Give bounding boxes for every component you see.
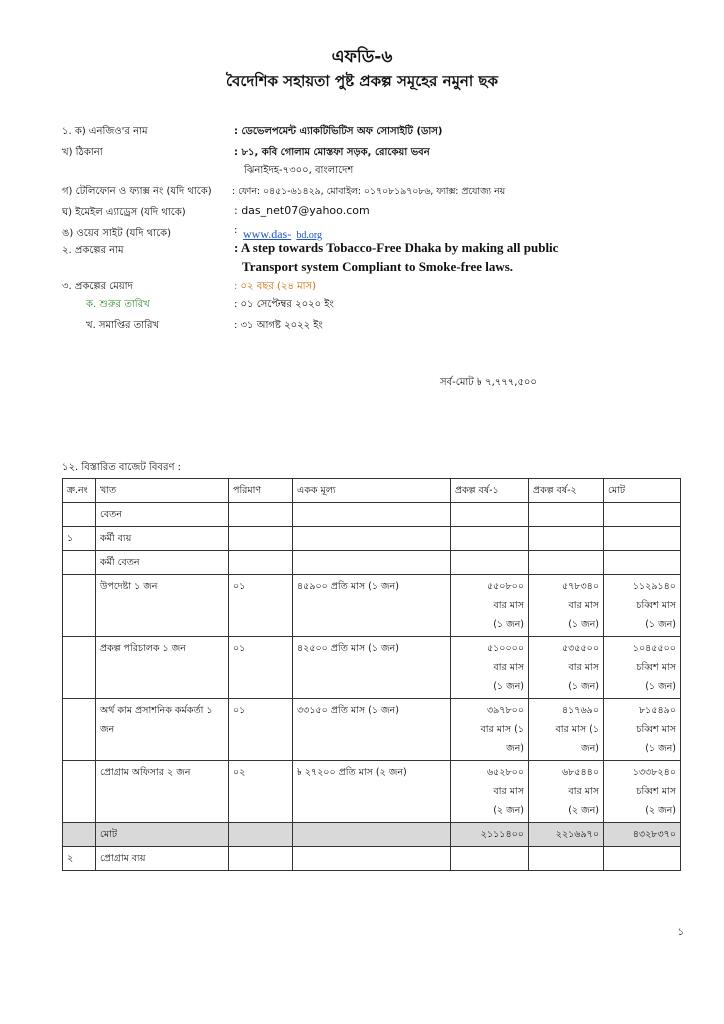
row-year1: ৩৯৭৮০০ বার মাস (১ জন)	[451, 699, 529, 761]
project-name-line1: : A step towards Tobacco-Free Dhaka by making all public	[234, 240, 559, 255]
address-line2: ঝিনাইদহ-৭৩০০, বাংলাদেশ	[244, 165, 354, 176]
subtotal-row	[63, 823, 681, 847]
col-header-quantity: পরিমাণ	[229, 479, 293, 503]
subtotal-total: ৪৩২৮৩৭০	[604, 823, 681, 847]
row-quantity: ০২	[229, 761, 293, 823]
phone-value: : ফোন: ০৪৫১-৬১৪২৯, মোবাইল: ০১৭০৮১৯৭০৮৬, ফ্যাক্স: প্রযোজ্য নয়	[232, 186, 506, 197]
row-quantity: ০১	[229, 699, 293, 761]
website-link-text2: bd.org	[296, 230, 322, 241]
row-item: প্রকল্প পরিচালক ১ জন	[96, 637, 229, 699]
row-total: ১০৪৫৫০০ চব্বিশ মাস (১ জন)	[604, 637, 681, 699]
subtotal-year1: ২১১১৪০০	[451, 823, 529, 847]
row-quantity: ০১	[229, 637, 293, 699]
row-item: অর্থ কাম প্রসাশনিক কর্মকর্তা ১ জন	[96, 699, 229, 761]
col-header-unit-price: একক মূল্য	[293, 479, 451, 503]
row-head: প্রোগ্রাম ব্যয়	[96, 847, 229, 871]
document-subtitle: বৈদেশিক সহায়তা পুষ্ট প্রকল্প সমূহের নমুনা ছক	[225, 72, 499, 90]
row-unit-price: ৪২৫০০ প্রতি মাস (১ জন)	[293, 637, 451, 699]
subtotal-year2: ২২১৬৯৭০	[529, 823, 604, 847]
table-row	[63, 637, 681, 699]
table-row	[63, 761, 681, 823]
section-salary: বেতন	[96, 503, 229, 527]
col-header-serial: ক্র.নং	[63, 479, 96, 503]
address-label: খ) ঠিকানা	[62, 147, 103, 158]
row-year2: ৬৮৫৪৪০ বার মাস (২ জন)	[529, 761, 604, 823]
col-header-head: খাত	[96, 479, 229, 503]
row-unit-price: ৪৫৯০০ প্রতি মাস (১ জন)	[293, 575, 451, 637]
row-unit-price: ৳ ২৭২০০ প্রতি মাস (২ জন)	[293, 761, 451, 823]
row-total: ১১২৯১৪০ চব্বিশ মাস (১ জন)	[604, 575, 681, 637]
row-year2: ৫৩৫৫০০ বার মাস (১ জন)	[529, 637, 604, 699]
project-name-line2: Transport system Compliant to Smoke-free laws.	[242, 259, 514, 274]
form-code-title: এফডি-৬	[331, 47, 393, 67]
email-label: ঘ) ইমেইল এ্যাড্রেস (যদি থাকে)	[62, 207, 186, 218]
duration-value: : ০২ বছর (২৪ মাস)	[234, 281, 317, 292]
table-row	[63, 847, 681, 871]
table-row	[63, 527, 681, 551]
row-item: উপদেষ্টা ১ জন	[96, 575, 229, 637]
ngo-name-label: ১. ক) এনজিও'র নাম	[62, 126, 148, 137]
end-date-value: : ৩১ আগষ্ট ২০২২ ইং	[234, 320, 323, 331]
website-colon: :	[234, 225, 238, 236]
row-total: ১৩৩৮২৪০ চব্বিশ মাস (২ জন)	[604, 761, 681, 823]
page-number: ১	[677, 927, 684, 938]
table-row	[63, 699, 681, 761]
grand-total: সর্ব-মোট ৳ ৭,৭৭৭,৫০০	[440, 377, 537, 388]
row-quantity: ০১	[229, 575, 293, 637]
row-year2: ৫৭৮৩৪০ বার মাস (১ জন)	[529, 575, 604, 637]
row-serial: ১	[63, 527, 96, 551]
col-header-total: মোট	[604, 479, 681, 503]
start-date-value: : ০১ সেপ্টেম্বর ২০২০ ইং	[234, 299, 334, 310]
budget-table	[62, 478, 681, 871]
row-head: কর্মী ব্যয়	[96, 527, 229, 551]
subtotal-label: মোট	[96, 823, 229, 847]
col-header-year2: প্রকল্প বর্ষ-২	[529, 479, 604, 503]
row-serial: ২	[63, 847, 96, 871]
project-name-label: ২. প্রকল্পের নাম	[62, 245, 124, 256]
budget-heading: ১২. বিস্তারিত বাজেট বিবরণ :	[62, 462, 182, 473]
row-year1: ৫৫০৮০০ বার মাস (১ জন)	[451, 575, 529, 637]
table-row	[63, 575, 681, 637]
ngo-name-value: : ডেভেলপমেন্ট এ্যাকটিভিটিস অফ সোসাইটি (ডাস)	[234, 126, 443, 137]
table-header-row	[63, 479, 681, 503]
address-line1: : ৮১, কবি গোলাম মোস্তফা সড়ক, রোকেয়া ভবন	[234, 147, 430, 158]
row-unit-price: ৩৩১৫০ প্রতি মাস (১ জন)	[293, 699, 451, 761]
table-row	[63, 503, 681, 527]
row-year1: ৬৫২৮০০ বার মাস (২ জন)	[451, 761, 529, 823]
staff-salary-label: কর্মী বেতন	[96, 551, 229, 575]
duration-label: ৩. প্রকল্পের মেয়াদ	[62, 281, 133, 292]
start-date-label: ক. শুরুর তারিখ	[86, 299, 150, 310]
phone-label: গ) টেলিফোন ও ফ্যাক্স নং (যদি থাকে)	[62, 186, 212, 197]
row-item: প্রোগ্রাম অফিসার ২ জন	[96, 761, 229, 823]
end-date-label: খ. সমাপ্তির তারিখ	[86, 320, 160, 331]
table-row	[63, 551, 681, 575]
row-total: ৮১৫৪৯০ চব্বিশ মাস (১ জন)	[604, 699, 681, 761]
col-header-year1: প্রকল্প বর্ষ-১	[451, 479, 529, 503]
row-year2: ৪১৭৬৯০ বার মাস (১ জন)	[529, 699, 604, 761]
row-year1: ৫১০০০০ বার মাস (১ জন)	[451, 637, 529, 699]
email-value: : das_net07@yahoo.com	[234, 204, 370, 217]
website-link-text: www.das-	[243, 227, 292, 241]
website-label: ঙ) ওয়েব সাইট (যদি থাকে)	[62, 228, 172, 239]
